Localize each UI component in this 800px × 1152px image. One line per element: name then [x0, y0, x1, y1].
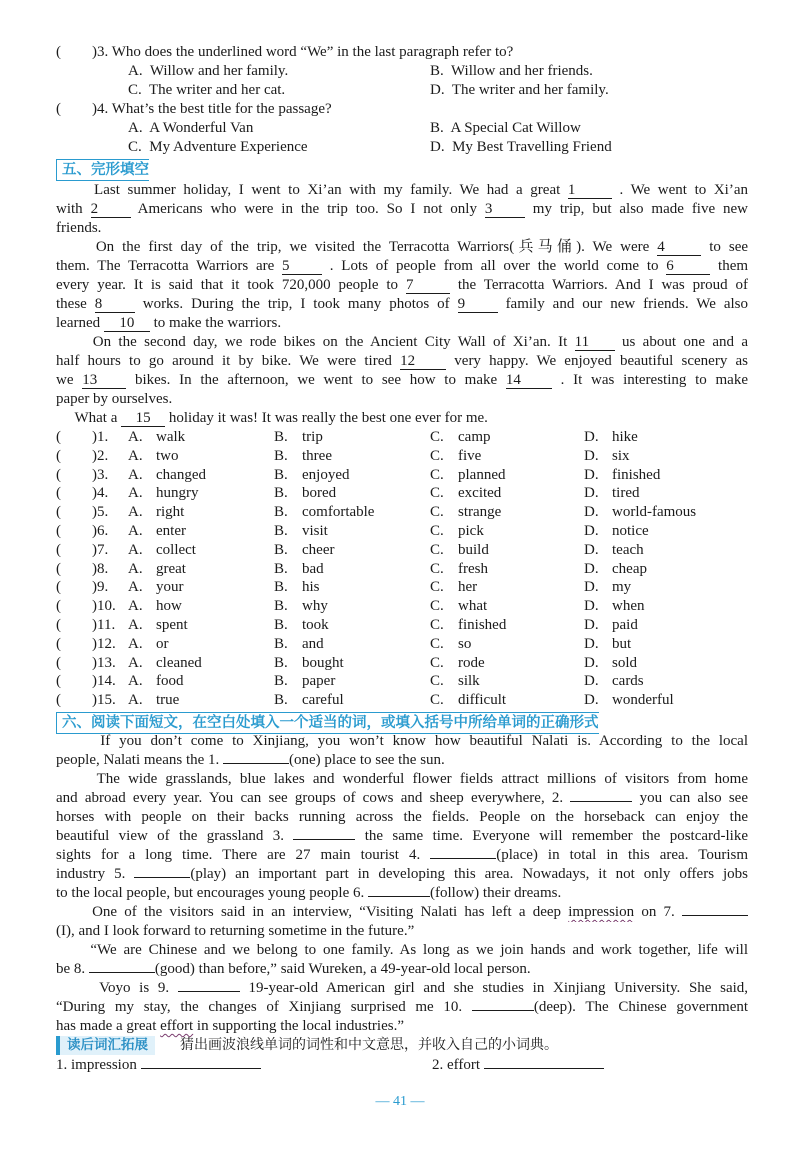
option-b: B. comfortable: [274, 504, 375, 521]
answer-paren: (: [56, 635, 61, 652]
option-c: C. camp: [430, 429, 491, 445]
option-b: B. three: [274, 447, 332, 464]
passage-line: What a 15 holiday it was! It was really the best one ever for me.: [74, 410, 488, 426]
fill-blank-9[interactable]: [178, 991, 240, 992]
option-d: D. sold: [584, 654, 638, 671]
question-4-option-a: A. A Wonderful Van: [128, 120, 254, 136]
option-c: C. rode: [430, 654, 485, 671]
option-c: C. pick: [430, 523, 484, 539]
answer-paren: (: [56, 579, 61, 596]
option-b: B. and: [274, 635, 324, 652]
fill-blank-3[interactable]: [293, 839, 355, 840]
cloze-blank-14[interactable]: 14: [506, 373, 552, 389]
passage-line: sights for a long time. There are 27 main tourist 4. (place) in total in this area. Tourism: [56, 847, 748, 863]
passage-line: beautiful view of the grassland 3. the same time. Everyone will remember the postcard-like: [56, 828, 748, 844]
question-4-option-b: B. A Special Cat Willow: [430, 120, 581, 136]
passage-line: (I), and I look forward to returning sometime in the future.”: [56, 923, 415, 939]
option-b: B. enjoyed: [274, 466, 350, 483]
fill-blank-6[interactable]: [368, 896, 430, 897]
option-d: D. my: [584, 579, 632, 596]
option-number: )12.: [92, 635, 116, 652]
option-a: A. great: [128, 560, 186, 577]
option-c: C. strange: [430, 504, 502, 521]
option-c: C. difficult: [430, 692, 507, 709]
answer-paren: (: [56, 617, 61, 633]
option-number: )8.: [92, 560, 109, 577]
option-b: B. bored: [274, 485, 337, 502]
cloze-blank-6[interactable]: 6: [666, 259, 710, 275]
page-number: — 41 —: [375, 1094, 425, 1109]
option-b: B. took: [274, 617, 329, 633]
vocabulary-extension-instruction: 猜出画波浪线单词的词性和中文意思，并收入自己的小词典。: [180, 1037, 558, 1053]
option-d: D. tired: [584, 485, 640, 502]
option-d: D. paid: [584, 617, 638, 633]
cloze-blank-9[interactable]: 9: [458, 297, 498, 313]
fill-blank-10[interactable]: [472, 1010, 534, 1011]
vocabulary-extension-badge: 读后词汇拓展: [56, 1036, 155, 1055]
passage-line: “We are Chinese and we belong to one family. As long as we join hands and work together, life will: [90, 942, 748, 958]
option-a: A. two: [128, 447, 179, 464]
passage-line: The wide grasslands, blue lakes and wonderful flower fields attract millions of visitors from home: [96, 771, 748, 787]
question-4-paren: (: [56, 101, 61, 117]
option-c: C. her: [430, 579, 478, 596]
question-3-option-a: A. Willow and her family.: [128, 63, 289, 79]
passage-line: On the second day, we rode bikes on the Ancient City Wall of Xi’an. It 11 us about one and a: [92, 334, 748, 350]
option-b: B. trip: [274, 429, 323, 445]
option-c: C. excited: [430, 485, 502, 502]
passage-line: be 8. (good) than before,” said Wureken, a 49-year-old local person.: [56, 961, 531, 977]
passage-line: One of the visitors said in an interview, “Visiting Nalati has left a deep impression on 7.: [56, 903, 748, 922]
passage-line: If you don’t come to Xinjiang, you won’t know how beautiful Nalati is. According to the local: [100, 733, 748, 749]
cloze-blank-15[interactable]: 15: [121, 411, 165, 427]
option-b: B. paper: [274, 673, 336, 690]
option-a: A. enter: [128, 523, 186, 539]
option-number: )6.: [92, 523, 109, 539]
option-d: D. teach: [584, 541, 644, 558]
fill-blank-2[interactable]: [570, 801, 632, 802]
passage-line: paper by ourselves.: [56, 391, 173, 407]
answer-paren: (: [56, 654, 61, 671]
passage-line: people, Nalati means the 1. (one) place to see the sun.: [56, 752, 445, 768]
question-4-option-c: C. My Adventure Experience: [128, 139, 308, 155]
question-4-stem: )4. What’s the best title for the passage?: [92, 101, 332, 117]
option-a: A. walk: [128, 429, 186, 445]
option-c: C. build: [430, 541, 489, 558]
option-number: )3.: [92, 466, 109, 483]
passage-line: On the first day of the trip, we visited the Terracotta Warriors(兵马俑). We were 4 to see: [95, 239, 748, 255]
option-a: A. true: [128, 692, 180, 709]
passage-line: we 13 bikes. In the afternoon, we went to see how to make 14 . It was interesting to make: [56, 372, 748, 388]
passage-line: has made a great effort in supporting the local industries.”: [56, 1018, 404, 1034]
passage-line: “During my stay, the changes of Xinjiang surprised me 10. (deep). The Chinese government: [56, 999, 748, 1015]
fill-blank-1[interactable]: [223, 763, 289, 764]
option-a: A. right: [128, 504, 185, 521]
option-a: A. cleaned: [128, 654, 202, 671]
answer-paren: (: [56, 598, 61, 615]
cloze-blank-8[interactable]: 8: [95, 297, 135, 313]
option-d: D. notice: [584, 523, 649, 539]
option-a: A. changed: [128, 466, 206, 483]
option-number: )10.: [92, 598, 116, 615]
question-3-option-c: C. The writer and her cat.: [128, 82, 286, 98]
option-a: A. hungry: [128, 485, 199, 502]
option-b: B. his: [274, 579, 320, 596]
answer-paren: (: [56, 560, 61, 577]
option-b: B. cheer: [274, 541, 335, 558]
question-3-stem: )3. Who does the underlined word “We” in the last paragraph refer to?: [92, 44, 514, 60]
option-c: C. finished: [430, 617, 507, 633]
answer-paren: (: [56, 541, 61, 558]
cloze-blank-3[interactable]: 3: [485, 202, 525, 218]
option-d: D. but: [584, 635, 632, 652]
wavy-word-impression: impression: [568, 904, 635, 920]
fill-blank-4[interactable]: [430, 858, 496, 859]
option-b: B. bad: [274, 560, 324, 577]
wavy-word-effort: effort: [160, 1018, 194, 1034]
option-c: C. silk: [430, 673, 480, 690]
passage-line: Last summer holiday, I went to Xi’an with my family. We had a great 1 . We went to Xi’an: [94, 182, 748, 198]
option-number: )9.: [92, 579, 109, 596]
option-number: )5.: [92, 504, 109, 521]
option-b: B. visit: [274, 523, 328, 539]
option-number: )1.: [92, 429, 109, 445]
option-b: B. why: [274, 598, 328, 615]
fill-blank-7[interactable]: [682, 915, 748, 916]
option-d: D. cheap: [584, 560, 647, 577]
option-number: )2.: [92, 447, 109, 464]
passage-line: half hours to go around it by bike. We were tired 12 very happy. We enjoyed beautiful scenery as: [56, 353, 748, 369]
answer-paren: (: [56, 504, 61, 521]
question-3-paren: (: [56, 44, 61, 60]
option-a: A. or: [128, 635, 169, 652]
vocab-item-effort: 2. effort: [432, 1056, 604, 1075]
option-a: A. your: [128, 579, 184, 596]
cloze-blank-12[interactable]: 12: [400, 354, 446, 370]
option-b: B. careful: [274, 692, 344, 709]
passage-line: Voyo is 9. 19-year-old American girl and she studies in Xinjiang University. She said,: [99, 980, 748, 996]
option-number: )13.: [92, 654, 116, 671]
passage-line: horses with people on their backs running across the fields. People on the horseback can enjoy the: [56, 809, 748, 825]
passage-line: with 2 Americans who were in the trip too. So I not only 3 my trip, but also made five new: [56, 201, 748, 217]
vocab-item-impression: 1. impression: [56, 1056, 261, 1075]
answer-paren: (: [56, 447, 61, 464]
cloze-blank-5[interactable]: 5: [282, 259, 322, 275]
option-b: B. bought: [274, 654, 344, 671]
option-number: )15.: [92, 692, 116, 709]
question-4-option-d: D. My Best Travelling Friend: [430, 139, 612, 155]
answer-paren: (: [56, 692, 61, 709]
passage-line: and abroad every year. You can see groups of cows and sheep everywhere, 2. you can also see: [56, 790, 748, 806]
option-a: A. how: [128, 598, 182, 615]
cloze-blank-4[interactable]: 4: [657, 240, 701, 256]
option-c: C. so: [430, 635, 472, 652]
fill-blank-5[interactable]: [134, 877, 190, 878]
option-number: )11.: [92, 617, 116, 633]
cloze-blank-10[interactable]: 10: [104, 316, 150, 332]
section-6-heading: 六、阅读下面短文，在空白处填入一个适当的词，或填入括号中所给单词的正确形式: [56, 712, 599, 734]
option-number: )7.: [92, 541, 109, 558]
option-number: )4.: [92, 485, 109, 502]
fill-blank-8[interactable]: [89, 972, 155, 973]
answer-paren: (: [56, 523, 61, 539]
cloze-blank-7[interactable]: 7: [406, 278, 450, 294]
option-a: A. collect: [128, 541, 196, 558]
vocab-blank-1[interactable]: [141, 1068, 261, 1069]
passage-line: them. The Terracotta Warriors are 5 . Lots of people from all over the world come to 6 them: [56, 258, 748, 274]
cloze-blank-1[interactable]: 1: [568, 183, 612, 199]
answer-paren: (: [56, 673, 61, 690]
passage-line: these 8 works. During the trip, I took many photos of 9 family and our new friends. We also: [56, 296, 748, 312]
answer-paren: (: [56, 429, 61, 445]
cloze-blank-2[interactable]: 2: [91, 202, 131, 218]
option-c: C. fresh: [430, 560, 488, 577]
option-d: D. world-famous: [584, 504, 697, 521]
option-d: D. wonderful: [584, 692, 674, 709]
option-d: D. cards: [584, 673, 644, 690]
option-c: C. what: [430, 598, 488, 615]
cloze-blank-13[interactable]: 13: [82, 373, 126, 389]
option-d: D. finished: [584, 466, 661, 483]
answer-paren: (: [56, 466, 61, 483]
answer-paren: (: [56, 485, 61, 502]
passage-line: every year. It is said that it took 720,000 people to 7 the Terracotta Warriors. And I was proud of: [56, 277, 748, 293]
passage-line: learned 10 to make the warriors.: [56, 315, 282, 331]
option-a: A. food: [128, 673, 184, 690]
option-d: D. hike: [584, 429, 638, 445]
option-a: A. spent: [128, 617, 188, 633]
question-3-option-b: B. Willow and her friends.: [430, 63, 593, 79]
option-number: )14.: [92, 673, 116, 690]
section-5-heading: 五、完形填空: [56, 159, 149, 181]
option-c: C. planned: [430, 466, 506, 483]
option-c: C. five: [430, 447, 482, 464]
cloze-blank-11[interactable]: 11: [575, 335, 615, 351]
option-d: D. when: [584, 598, 645, 615]
passage-line: friends.: [56, 220, 102, 236]
passage-line: industry 5. (play) an important part in developing this area. Nowadays, it not only offers jobs: [56, 866, 748, 882]
question-3-option-d: D. The writer and her family.: [430, 82, 609, 98]
vocab-blank-2[interactable]: [484, 1068, 604, 1069]
option-d: D. six: [584, 447, 630, 464]
passage-line: to the local people, but encourages young people 6. (follow) their dreams.: [56, 885, 562, 901]
